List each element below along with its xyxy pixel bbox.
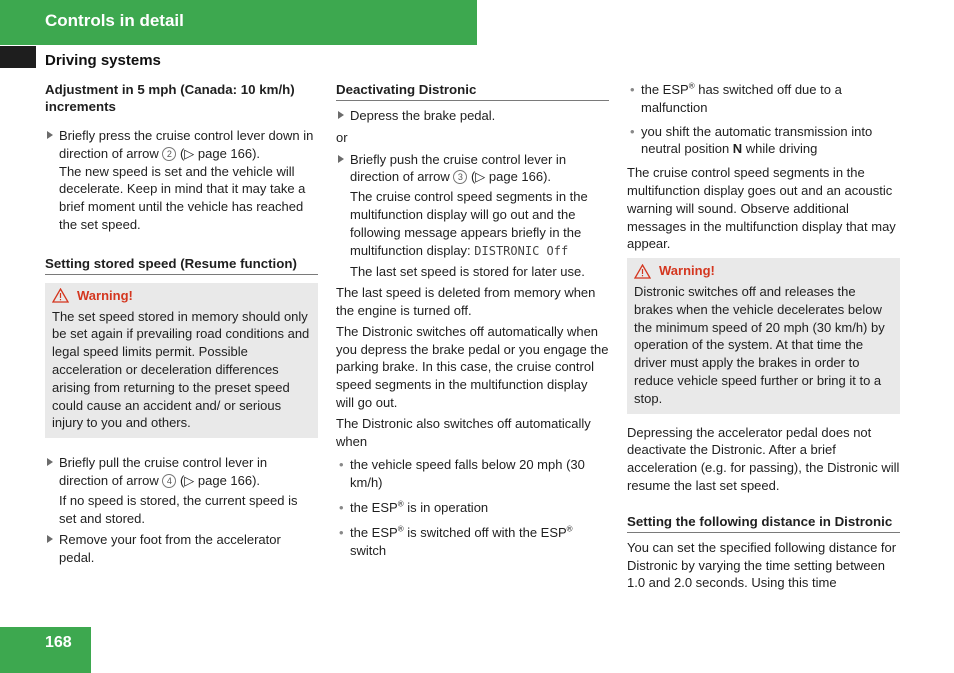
step-brake xyxy=(336,107,609,125)
bullet-text: is in operation xyxy=(403,499,489,515)
warning-text: Distronic switches off and releases the brakes when the vehicle decelerates below the minimum speed of 20 mph (30 km/h) by operation of the system. At that time the driver must apply the brakes in order to reduce vehicle speed further or bring it to a stop. xyxy=(634,283,885,406)
step-note: The new speed is set and the vehicle will decelerate. Keep in mind that it may take a brief moment until the vehicle has reached the set speed. xyxy=(59,163,306,232)
list-item xyxy=(336,456,609,492)
paragraph: The last speed is deleted from memory when the engine is turned off. xyxy=(336,285,596,318)
bullet-text: switch xyxy=(350,542,387,558)
adjust-heading: Adjustment in 5 mph (Canada: 10 km/h) increments xyxy=(45,82,295,114)
warning-box xyxy=(627,258,900,413)
display-message: DISTRONIC Off xyxy=(474,243,569,258)
section-title: Driving systems xyxy=(45,52,161,69)
step-arrow-icon xyxy=(47,458,53,466)
step-note xyxy=(336,188,609,260)
distance-heading: Setting the following distance in Distronic xyxy=(627,513,900,533)
registered-mark: ® xyxy=(566,524,573,534)
paragraph: You can set the specified following distance for Distronic by varying the time setting between 1.0 and 2.0 seconds. Using this time xyxy=(627,539,897,591)
bullet-icon: • xyxy=(339,524,344,540)
page-ref: (▷ page 166). xyxy=(176,472,261,488)
bullet-text: is switched off with the ESP xyxy=(403,524,567,540)
step-text: Remove your foot from the accelerator pedal. xyxy=(59,532,281,566)
list-item xyxy=(627,123,900,159)
page-number-bar xyxy=(0,627,91,673)
gear-position: N xyxy=(732,141,743,157)
registered-mark: ® xyxy=(397,499,404,509)
bullet-text: the ESP xyxy=(350,499,398,515)
step-press-lever xyxy=(45,127,318,163)
step-remove-foot xyxy=(45,531,318,567)
page-number: 168 xyxy=(45,634,72,651)
section-tab-marker xyxy=(0,46,36,68)
step-arrow-icon xyxy=(47,535,53,543)
step-note: If no speed is stored, the current speed is set and stored. xyxy=(59,492,298,526)
bullet-icon: • xyxy=(339,499,344,515)
bullet-text: the ESP xyxy=(641,82,689,97)
registered-mark: ® xyxy=(688,81,695,91)
step-pull-lever xyxy=(45,454,318,490)
paragraph: The cruise control speed segments in the multifunction display goes out and an acoustic warning will sound. Observe additional messages in the multifunction display that may appear. xyxy=(627,165,896,252)
bullet-icon: • xyxy=(630,123,635,139)
chapter-title: Controls in detail xyxy=(45,11,184,30)
or-text: or xyxy=(336,129,348,145)
bullet-text: has switched off due to a malfunction xyxy=(641,82,842,115)
warning-triangle-icon xyxy=(634,264,651,279)
warning-text: The set speed stored in memory should only be set again if prevailing road conditions and legal speed limits permit. Possible acceleration or deceleration differences arising from returning to the preset speed could cause an accident and/ or serious injury to you and others. xyxy=(52,308,310,431)
column-left xyxy=(45,81,318,567)
list-item xyxy=(336,499,609,517)
warning-title: Warning! xyxy=(77,287,133,303)
bullet-text: while driving xyxy=(742,141,818,157)
deactivate-heading: Deactivating Distronic xyxy=(336,81,609,101)
warning-header xyxy=(52,287,312,305)
bullet-icon: • xyxy=(630,82,635,97)
arrow-number-icon: 2 xyxy=(162,147,176,161)
bullet-icon: • xyxy=(339,457,344,473)
step-arrow-icon xyxy=(47,131,53,139)
paragraph: The Distronic switches off automatically when you depress the brake pedal or you engage the parking brake. In this case, the cruise control speed segments in the multifunction display will go out. xyxy=(336,323,609,410)
step-text: Depress the brake pedal. xyxy=(350,108,496,123)
step-note: The last set speed is stored for later use. xyxy=(350,264,585,280)
step-push-lever xyxy=(336,151,609,187)
resume-heading: Setting stored speed (Resume function) xyxy=(45,255,318,275)
step-arrow-icon xyxy=(338,111,344,119)
step-text: Briefly pull the cruise control lever in direction of arrow xyxy=(59,455,268,488)
page-ref: (▷ page 166). xyxy=(467,169,552,185)
bullet-text: the ESP xyxy=(350,524,398,540)
step-note-text: The cruise control speed segments in the multifunction display will go out and the following message appears briefly in the multifunction display: xyxy=(350,189,588,258)
column-right xyxy=(627,81,900,592)
arrow-number-icon: 4 xyxy=(162,474,176,488)
header-bar xyxy=(0,0,477,45)
column-middle xyxy=(336,81,609,559)
bullet-text: the vehicle speed falls below 20 mph (30 km/h) xyxy=(350,457,585,491)
paragraph: Depressing the accelerator pedal does not deactivate the Distronic. After a brief acceleration (e.g. for passing), the Distronic will resume the last set speed. xyxy=(627,424,900,493)
arrow-number-icon: 3 xyxy=(453,170,467,184)
warning-title: Warning! xyxy=(659,263,715,279)
warning-triangle-icon xyxy=(52,288,69,303)
bullet-text: you shift the automatic transmission into neutral position xyxy=(641,123,873,157)
step-arrow-icon xyxy=(338,155,344,163)
registered-mark: ® xyxy=(397,524,404,534)
list-item xyxy=(627,81,900,117)
page-ref: (▷ page 166). xyxy=(176,145,261,161)
warning-header xyxy=(634,262,894,280)
list-item xyxy=(336,524,609,560)
step-text: Briefly press the cruise control lever down in direction of arrow xyxy=(59,128,314,161)
step-text: Briefly push the cruise control lever in direction of arrow xyxy=(350,151,567,185)
warning-box xyxy=(45,283,318,438)
paragraph: The Distronic also switches off automatically when xyxy=(336,415,591,449)
